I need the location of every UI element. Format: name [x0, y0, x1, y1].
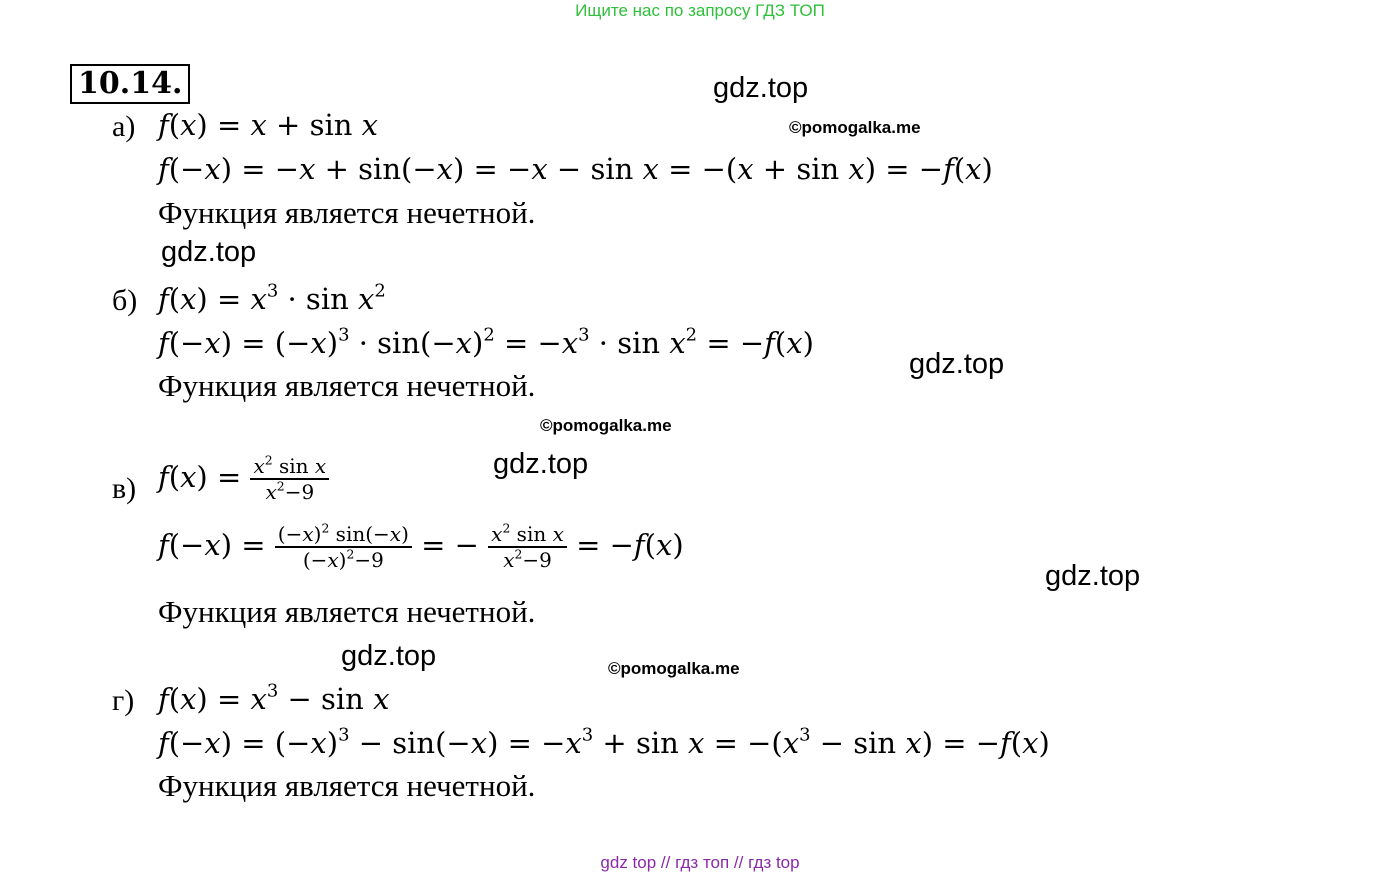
part-b-conclusion: Функция является нечетной. — [158, 368, 536, 403]
part-g-function: $f(x) = x^3 - \sin x$ — [158, 680, 390, 716]
watermark-pomogalka: ©pomogalka.me — [540, 416, 672, 435]
fraction: $\frac{x^2 \sin x}{x^2-9}$ — [488, 522, 567, 572]
fraction: $\frac{(-x)^2 \sin(-x)}{(-x)^2-9}$ — [275, 522, 412, 572]
watermark-gdz: gdz.top — [713, 72, 809, 104]
part-b-label: б) — [112, 284, 138, 317]
watermark-gdz: gdz.top — [909, 348, 1005, 380]
watermark-gdz: gdz.top — [341, 640, 437, 672]
part-v-function: f(x) = $\frac{x^2 \sin x}{x^2-9}$ — [158, 454, 329, 504]
footer-links: gdz top // гдз топ // гдз top — [600, 853, 800, 872]
watermark-pomogalka: ©pomogalka.me — [608, 659, 740, 678]
part-a-label: а) — [112, 110, 136, 143]
part-b-derivation: $f(-x) = (-x)^3 \cdot \sin(-x)^2 = -x^3 \cdot \sin x^2 = -f(x)$ — [158, 324, 814, 360]
part-v-label: в) — [112, 472, 137, 505]
search-hint-banner: Ищите нас по запросу ГДЗ ТОП — [575, 1, 825, 20]
part-g-label: г) — [112, 684, 135, 717]
watermark-gdz: gdz.top — [1045, 560, 1141, 592]
problem-number: 10.14. — [70, 64, 190, 104]
part-v-conclusion: Функция является нечетной. — [158, 594, 536, 629]
watermark-gdz: gdz.top — [161, 236, 257, 268]
part-b-function: $f(x) = x^3 \cdot \sin x^2$ — [158, 280, 386, 316]
watermark-pomogalka: ©pomogalka.me — [789, 118, 921, 137]
part-v-derivation: f(−x) = $\frac{(-x)^2 \sin(-x)}{(-x)^2-9}$ = − $\frac{x^2 \sin x}{x^2-9}$ = −f(x) — [158, 520, 684, 572]
watermark-gdz: gdz.top — [493, 448, 589, 480]
part-a-function: f(x) = x + sin x — [158, 108, 378, 142]
part-a-conclusion: Функция является нечетной. — [158, 195, 536, 230]
fraction: $\frac{x^2 \sin x}{x^2-9}$ — [250, 454, 329, 504]
part-g-conclusion: Функция является нечетной. — [158, 768, 536, 803]
part-a-derivation: f(−x) = −x + sin(−x) = −x − sin x = −(x + sin x) = −f(x) — [158, 152, 993, 186]
part-g-derivation: $f(-x) = (-x)^3 - \sin(-x) = -x^3 + \sin x = -(x^3 - \sin x) = -f(x)$ — [158, 724, 1050, 760]
